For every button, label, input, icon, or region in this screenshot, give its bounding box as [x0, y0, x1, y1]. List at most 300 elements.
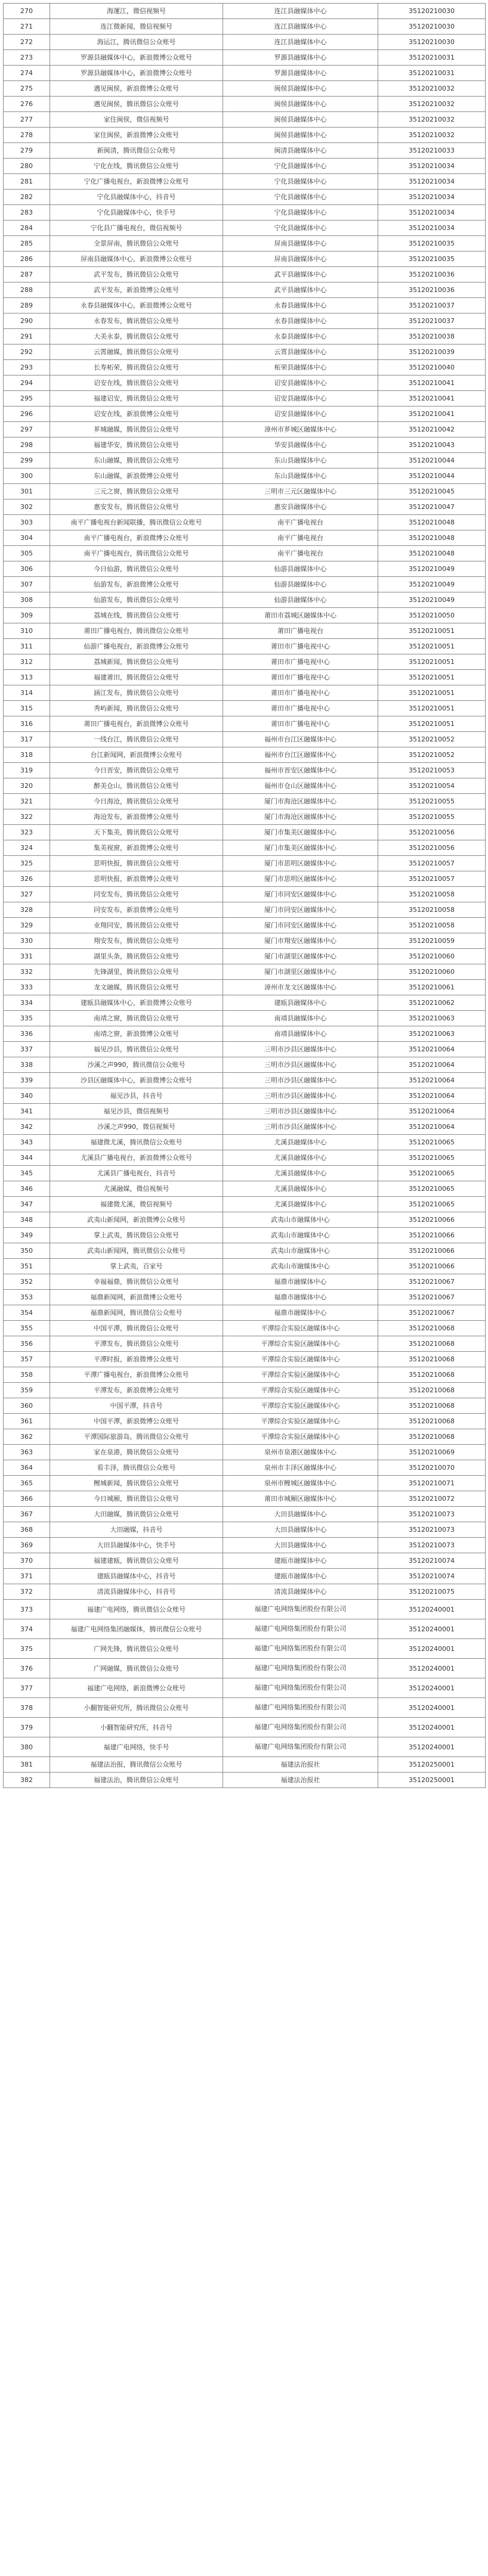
account-name: 福建微尤溪，微信视频号 — [50, 1197, 223, 1212]
row-number: 316 — [4, 716, 50, 732]
operating-unit: 泉州市丰泽区融媒体中心 — [223, 1460, 378, 1476]
table-row — [4, 283, 486, 298]
operating-unit: 莆田市广播电视中心 — [223, 639, 378, 654]
license-code: 35120210051 — [378, 716, 486, 732]
table-row — [4, 406, 486, 422]
operating-unit: 福建广电网络集团股份有限公司 — [223, 1678, 378, 1698]
table-row — [4, 530, 486, 546]
account-name: 罗源县融媒体中心，新浪微博公众账号 — [50, 66, 223, 81]
operating-unit: 莆田广播电视台 — [223, 623, 378, 639]
row-number: 315 — [4, 701, 50, 716]
table-row — [4, 809, 486, 825]
operating-unit: 宁化县融媒体中心 — [223, 159, 378, 174]
row-number: 344 — [4, 1150, 50, 1166]
row-number: 326 — [4, 871, 50, 887]
license-code: 35120210055 — [378, 809, 486, 825]
license-code: 35120210065 — [378, 1135, 486, 1150]
account-name: 大美永泰，腾讯微信公众账号 — [50, 329, 223, 344]
license-code: 35120240001 — [378, 1698, 486, 1718]
account-name: 家在泉港，腾讯微信公众账号 — [50, 1445, 223, 1460]
account-name: 仙游广播电视台，新浪微博公众账号 — [50, 639, 223, 654]
account-name: 武夷山新闻网，腾讯微信公众账号 — [50, 1243, 223, 1259]
license-code: 35120210054 — [378, 778, 486, 794]
operating-unit: 漳州市龙文区融媒体中心 — [223, 980, 378, 995]
account-name: 集美视窗，新浪微博公众账号 — [50, 840, 223, 856]
row-number: 300 — [4, 468, 50, 484]
row-number: 370 — [4, 1553, 50, 1569]
table-row — [4, 1757, 486, 1773]
account-name: 新闽清，腾讯微信公众账号 — [50, 143, 223, 159]
operating-unit: 福州市仓山区融媒体中心 — [223, 778, 378, 794]
row-number: 367 — [4, 1507, 50, 1522]
table-row — [4, 1737, 486, 1757]
operating-unit: 平潭综合实验区融媒体中心 — [223, 1352, 378, 1367]
table-row — [4, 623, 486, 639]
operating-unit: 闽侯县融媒体中心 — [223, 97, 378, 112]
row-number: 335 — [4, 1011, 50, 1026]
account-name: 台江新闻网，新浪微博公众账号 — [50, 747, 223, 763]
table-row — [4, 1445, 486, 1460]
table-row — [4, 81, 486, 97]
table-row — [4, 608, 486, 623]
row-number: 312 — [4, 654, 50, 670]
license-code: 35120210072 — [378, 1491, 486, 1507]
license-code: 35120210049 — [378, 561, 486, 577]
license-code: 35120210036 — [378, 283, 486, 298]
table-row — [4, 19, 486, 35]
account-name: 福建诏安，腾讯微信公众账号 — [50, 391, 223, 406]
row-number: 337 — [4, 1042, 50, 1057]
operating-unit: 永春县融媒体中心 — [223, 314, 378, 329]
license-code: 35120210067 — [378, 1290, 486, 1305]
account-name: 看丰泽，腾讯微信公众账号 — [50, 1460, 223, 1476]
license-code: 35120210064 — [378, 1073, 486, 1088]
license-code: 35120210052 — [378, 747, 486, 763]
operating-unit: 尤溪县融媒体中心 — [223, 1197, 378, 1212]
license-code: 35120210052 — [378, 732, 486, 747]
operating-unit: 福建广电网络集团股份有限公司 — [223, 1659, 378, 1678]
row-number: 282 — [4, 190, 50, 205]
license-code: 35120210041 — [378, 406, 486, 422]
operating-unit: 南靖县融媒体中心 — [223, 1011, 378, 1026]
account-name: 长寿柘荣，腾讯微信公众账号 — [50, 360, 223, 375]
table-row — [4, 825, 486, 840]
table-row — [4, 1659, 486, 1678]
license-code: 35120210064 — [378, 1057, 486, 1073]
table-row — [4, 980, 486, 995]
account-name: 沙溪之声990，腾讯微信公众账号 — [50, 1057, 223, 1073]
account-name: 罗源县融媒体中心，新浪微博公众账号 — [50, 50, 223, 66]
license-code: 35120210064 — [378, 1119, 486, 1135]
table-row — [4, 360, 486, 375]
row-number: 273 — [4, 50, 50, 66]
license-code: 35120210030 — [378, 19, 486, 35]
operating-unit: 南靖县融媒体中心 — [223, 1026, 378, 1042]
license-code: 35120210045 — [378, 484, 486, 499]
license-code: 35120210073 — [378, 1522, 486, 1538]
row-number: 325 — [4, 856, 50, 871]
operating-unit: 福建广电网络集团股份有限公司 — [223, 1639, 378, 1659]
account-name: 建瓯县融媒体中心，抖音号 — [50, 1569, 223, 1584]
license-code: 35120210065 — [378, 1181, 486, 1197]
account-name: 东山融媒，腾讯微信公众账号 — [50, 453, 223, 468]
operating-unit: 厦门市湖里区融媒体中心 — [223, 949, 378, 964]
account-name: 福见沙县，微信视频号 — [50, 1104, 223, 1119]
operating-unit: 南平广播电视台 — [223, 546, 378, 561]
table-row — [4, 1476, 486, 1491]
row-number: 353 — [4, 1290, 50, 1305]
account-name: 幸福福鼎，腾讯微信公众账号 — [50, 1274, 223, 1290]
row-number: 318 — [4, 747, 50, 763]
account-name: 海沧发布，新浪微博公众账号 — [50, 809, 223, 825]
account-name: 醉美仓山，腾讯微信公众账号 — [50, 778, 223, 794]
account-name: 大田融媒，抖音号 — [50, 1522, 223, 1538]
row-number: 283 — [4, 205, 50, 221]
row-number: 362 — [4, 1429, 50, 1445]
table-row — [4, 1119, 486, 1135]
operating-unit: 泉州市泉港区融媒体中心 — [223, 1445, 378, 1460]
row-number: 280 — [4, 159, 50, 174]
account-name: 思明快报，新浪微博公众账号 — [50, 871, 223, 887]
row-number: 314 — [4, 685, 50, 701]
license-code: 35120210051 — [378, 670, 486, 685]
table-row — [4, 1321, 486, 1336]
license-code: 35120210035 — [378, 252, 486, 267]
account-name: 福建广电网络，新浪微博公众账号 — [50, 1678, 223, 1698]
row-number: 317 — [4, 732, 50, 747]
row-number: 291 — [4, 329, 50, 344]
row-number: 272 — [4, 35, 50, 50]
row-number: 306 — [4, 561, 50, 577]
operating-unit: 永泰县融媒体中心 — [223, 329, 378, 344]
table-row — [4, 1718, 486, 1737]
operating-unit: 三明市沙县区融媒体中心 — [223, 1042, 378, 1057]
operating-unit: 仙游县融媒体中心 — [223, 592, 378, 608]
operating-unit: 泉州市鲤城区融媒体中心 — [223, 1476, 378, 1491]
license-code: 35120210057 — [378, 856, 486, 871]
row-number: 373 — [4, 1600, 50, 1619]
record-table-body — [4, 4, 486, 1788]
license-code: 35120210042 — [378, 422, 486, 437]
row-number: 351 — [4, 1259, 50, 1274]
account-name: 今日晋安，腾讯微信公众账号 — [50, 763, 223, 778]
table-row — [4, 887, 486, 902]
license-code: 35120210044 — [378, 453, 486, 468]
operating-unit: 平潭综合实验区融媒体中心 — [223, 1383, 378, 1398]
row-number: 313 — [4, 670, 50, 685]
operating-unit: 平潭综合实验区融媒体中心 — [223, 1414, 378, 1429]
license-code: 35120240001 — [378, 1718, 486, 1737]
operating-unit: 三明市沙县区融媒体中心 — [223, 1119, 378, 1135]
table-row — [4, 918, 486, 933]
account-name: 尤溪县广播电视台，新浪微博公众账号 — [50, 1150, 223, 1166]
row-number: 371 — [4, 1569, 50, 1584]
license-code: 35120210037 — [378, 298, 486, 314]
table-row — [4, 685, 486, 701]
account-name: 福建建瓯，腾讯微信公众账号 — [50, 1553, 223, 1569]
license-code: 35120210064 — [378, 1042, 486, 1057]
license-code: 35120210069 — [378, 1445, 486, 1460]
account-name: 平潭时报，新浪微博公众账号 — [50, 1352, 223, 1367]
table-row — [4, 1088, 486, 1104]
account-name: 掌上武夷，百家号 — [50, 1259, 223, 1274]
account-name: 湖里头条，腾讯微信公众账号 — [50, 949, 223, 964]
account-name: 思明快报，腾讯微信公众账号 — [50, 856, 223, 871]
operating-unit: 平潭综合实验区融媒体中心 — [223, 1367, 378, 1383]
operating-unit: 永春县融媒体中心 — [223, 298, 378, 314]
license-code: 35120210066 — [378, 1212, 486, 1228]
row-number: 330 — [4, 933, 50, 949]
operating-unit: 建瓯市融媒体中心 — [223, 1553, 378, 1569]
license-code: 35120210058 — [378, 902, 486, 918]
operating-unit: 厦门市思明区融媒体中心 — [223, 856, 378, 871]
table-row — [4, 1491, 486, 1507]
operating-unit: 建瓯县融媒体中心 — [223, 995, 378, 1011]
table-row — [4, 205, 486, 221]
operating-unit: 福建法治报社 — [223, 1773, 378, 1788]
table-row — [4, 778, 486, 794]
account-name: 同安发布，新浪微博公众账号 — [50, 902, 223, 918]
table-row — [4, 1259, 486, 1274]
table-row — [4, 654, 486, 670]
license-code: 35120210048 — [378, 515, 486, 530]
operating-unit: 莆田市广播电视中心 — [223, 701, 378, 716]
operating-unit: 连江县融媒体中心 — [223, 19, 378, 35]
table-row — [4, 1336, 486, 1352]
row-number: 357 — [4, 1352, 50, 1367]
account-name: 业翔同安，腾讯微信公众账号 — [50, 918, 223, 933]
license-code: 35120210073 — [378, 1538, 486, 1553]
table-row — [4, 1429, 486, 1445]
account-name: 天下集美，腾讯微信公众账号 — [50, 825, 223, 840]
license-code: 35120210032 — [378, 97, 486, 112]
row-number: 287 — [4, 267, 50, 283]
row-number: 359 — [4, 1383, 50, 1398]
operating-unit: 武平县融媒体中心 — [223, 267, 378, 283]
operating-unit: 罗源县融媒体中心 — [223, 50, 378, 66]
operating-unit: 武夷山市融媒体中心 — [223, 1259, 378, 1274]
table-row — [4, 267, 486, 283]
account-name: 福见沙县，腾讯微信公众账号 — [50, 1042, 223, 1057]
account-name: 建瓯县融媒体中心，新浪微博公众账号 — [50, 995, 223, 1011]
account-name: 一线台江，腾讯微信公众账号 — [50, 732, 223, 747]
row-number: 320 — [4, 778, 50, 794]
table-row — [4, 1243, 486, 1259]
account-name: 福鼎新闻网，腾讯微信公众账号 — [50, 1305, 223, 1321]
operating-unit: 莆田市广播电视中心 — [223, 716, 378, 732]
license-code: 35120210034 — [378, 190, 486, 205]
row-number: 376 — [4, 1659, 50, 1678]
row-number: 294 — [4, 375, 50, 391]
table-row — [4, 314, 486, 329]
table-row — [4, 1538, 486, 1553]
operating-unit: 诏安县融媒体中心 — [223, 406, 378, 422]
account-name: 福建广电网络，快手号 — [50, 1737, 223, 1757]
license-code: 35120210032 — [378, 81, 486, 97]
license-code: 35120210067 — [378, 1305, 486, 1321]
row-number: 302 — [4, 499, 50, 515]
table-row — [4, 964, 486, 980]
operating-unit: 福建广电网络集团股份有限公司 — [223, 1619, 378, 1639]
row-number: 333 — [4, 980, 50, 995]
table-row — [4, 840, 486, 856]
license-code: 35120210051 — [378, 685, 486, 701]
license-code: 35120210074 — [378, 1553, 486, 1569]
license-code: 35120210036 — [378, 267, 486, 283]
row-number: 328 — [4, 902, 50, 918]
account-name: 沙溪之声990，微信视频号 — [50, 1119, 223, 1135]
license-code: 35120210062 — [378, 995, 486, 1011]
row-number: 286 — [4, 252, 50, 267]
account-name: 仙游发布，新浪微博公众账号 — [50, 577, 223, 592]
account-name: 遇见闽侯，腾讯微信公众账号 — [50, 97, 223, 112]
table-row — [4, 701, 486, 716]
operating-unit: 莆田市城厢区融媒体中心 — [223, 1491, 378, 1507]
row-number: 279 — [4, 143, 50, 159]
account-name: 福建法治，腾讯微信公众账号 — [50, 1773, 223, 1788]
operating-unit: 厦门市海沧区融媒体中心 — [223, 809, 378, 825]
table-row — [4, 1166, 486, 1181]
table-row — [4, 97, 486, 112]
license-code: 35120210031 — [378, 50, 486, 66]
account-name: 南平广播电视台，新浪微博公众账号 — [50, 530, 223, 546]
row-number: 381 — [4, 1757, 50, 1773]
license-code: 35120210055 — [378, 794, 486, 809]
license-code: 35120210064 — [378, 1088, 486, 1104]
operating-unit: 云霄县融媒体中心 — [223, 344, 378, 360]
operating-unit: 连江县融媒体中心 — [223, 35, 378, 50]
operating-unit: 屏南县融媒体中心 — [223, 236, 378, 252]
table-row — [4, 236, 486, 252]
license-code: 35120210061 — [378, 980, 486, 995]
license-code: 35120210066 — [378, 1243, 486, 1259]
license-code: 35120210050 — [378, 608, 486, 623]
row-number: 296 — [4, 406, 50, 422]
license-code: 35120210065 — [378, 1150, 486, 1166]
row-number: 309 — [4, 608, 50, 623]
row-number: 332 — [4, 964, 50, 980]
license-code: 35120210067 — [378, 1274, 486, 1290]
account-name: 芗城融媒，腾讯微信公众账号 — [50, 422, 223, 437]
license-code: 35120210051 — [378, 654, 486, 670]
row-number: 369 — [4, 1538, 50, 1553]
account-name: 福建广电网络集团融媒体，腾讯微信公众账号 — [50, 1619, 223, 1639]
operating-unit: 闽侯县融媒体中心 — [223, 128, 378, 143]
table-row — [4, 50, 486, 66]
row-number: 341 — [4, 1104, 50, 1119]
license-code: 35120210070 — [378, 1460, 486, 1476]
account-name: 宁化县融媒体中心，抖音号 — [50, 190, 223, 205]
operating-unit: 尤溪县融媒体中心 — [223, 1150, 378, 1166]
table-row — [4, 453, 486, 468]
license-code: 35120210032 — [378, 128, 486, 143]
account-name: 福建广电网络，腾讯微信公众账号 — [50, 1600, 223, 1619]
row-number: 285 — [4, 236, 50, 252]
operating-unit: 莆田市荔城区融媒体中心 — [223, 608, 378, 623]
account-name: 莆田广播电视台，腾讯微信公众账号 — [50, 623, 223, 639]
table-row — [4, 1553, 486, 1569]
operating-unit: 厦门市同安区融媒体中心 — [223, 902, 378, 918]
account-name: 同安发布，腾讯微信公众账号 — [50, 887, 223, 902]
table-row — [4, 716, 486, 732]
row-number: 352 — [4, 1274, 50, 1290]
row-number: 281 — [4, 174, 50, 190]
account-name: 三元之窗，腾讯微信公众账号 — [50, 484, 223, 499]
operating-unit: 武夷山市融媒体中心 — [223, 1243, 378, 1259]
table-row — [4, 1274, 486, 1290]
license-code: 35120210048 — [378, 530, 486, 546]
row-number: 334 — [4, 995, 50, 1011]
row-number: 375 — [4, 1639, 50, 1659]
table-row — [4, 639, 486, 654]
table-row — [4, 515, 486, 530]
license-code: 35120210040 — [378, 360, 486, 375]
operating-unit: 厦门市同安区融媒体中心 — [223, 887, 378, 902]
account-name: 遇见闽侯，新浪微博公众账号 — [50, 81, 223, 97]
table-row — [4, 252, 486, 267]
account-name: 今日城厢，腾讯微信公众账号 — [50, 1491, 223, 1507]
row-number: 327 — [4, 887, 50, 902]
table-row — [4, 1181, 486, 1197]
license-code: 35120210049 — [378, 577, 486, 592]
operating-unit: 闽侯县融媒体中心 — [223, 112, 378, 128]
table-row — [4, 1522, 486, 1538]
row-number: 299 — [4, 453, 50, 468]
license-code: 35120210063 — [378, 1026, 486, 1042]
table-row — [4, 1460, 486, 1476]
row-number: 343 — [4, 1135, 50, 1150]
table-row — [4, 143, 486, 159]
table-row — [4, 128, 486, 143]
account-name: 屏南县融媒体中心，新浪微博公众账号 — [50, 252, 223, 267]
account-name: 中国平潭，抖音号 — [50, 1398, 223, 1414]
license-code: 35120210034 — [378, 159, 486, 174]
account-name: 南平广播电视台新闻联播，腾讯微信公众账号 — [50, 515, 223, 530]
operating-unit: 三明市沙县区融媒体中心 — [223, 1057, 378, 1073]
license-code: 35120210041 — [378, 391, 486, 406]
operating-unit: 平潭综合实验区融媒体中心 — [223, 1429, 378, 1445]
table-row — [4, 1150, 486, 1166]
row-number: 336 — [4, 1026, 50, 1042]
table-row — [4, 1305, 486, 1321]
row-number: 275 — [4, 81, 50, 97]
operating-unit: 建瓯市融媒体中心 — [223, 1569, 378, 1584]
account-name: 连江微新闻，微信视频号 — [50, 19, 223, 35]
table-row — [4, 1414, 486, 1429]
operating-unit: 厦门市集美区融媒体中心 — [223, 825, 378, 840]
operating-unit: 诏安县融媒体中心 — [223, 391, 378, 406]
account-name: 小翻智能研究所，抖音号 — [50, 1718, 223, 1737]
license-code: 35120210051 — [378, 623, 486, 639]
row-number: 331 — [4, 949, 50, 964]
license-code: 35120210037 — [378, 314, 486, 329]
operating-unit: 华安县融媒体中心 — [223, 437, 378, 453]
license-code: 35120210063 — [378, 1011, 486, 1026]
table-row — [4, 592, 486, 608]
operating-unit: 南平广播电视台 — [223, 530, 378, 546]
operating-unit: 福鼎市融媒体中心 — [223, 1305, 378, 1321]
operating-unit: 厦门市集美区融媒体中心 — [223, 840, 378, 856]
account-name: 南靖之窗，新浪微博公众账号 — [50, 1026, 223, 1042]
operating-unit: 厦门市同安区融媒体中心 — [223, 918, 378, 933]
operating-unit: 武夷山市融媒体中心 — [223, 1212, 378, 1228]
table-row — [4, 1011, 486, 1026]
record-table — [3, 3, 486, 1788]
license-code: 35120210068 — [378, 1336, 486, 1352]
table-row — [4, 794, 486, 809]
table-row — [4, 298, 486, 314]
row-number: 347 — [4, 1197, 50, 1212]
